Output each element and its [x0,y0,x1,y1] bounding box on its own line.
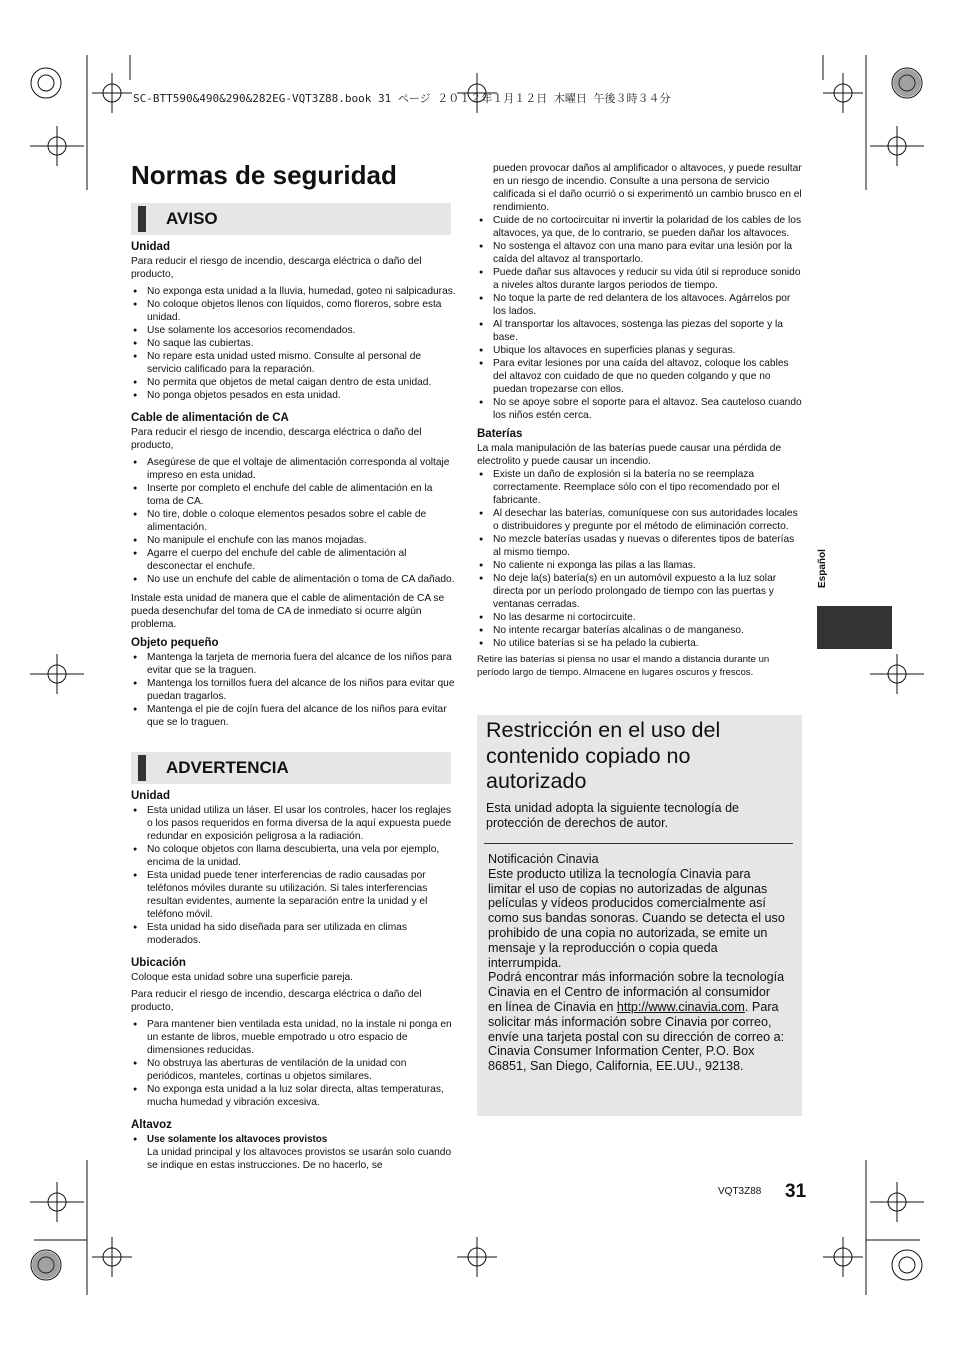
cinavia-paragraph-2 [488,970,785,1074]
list-item: ● Ubique los altavoces en superficies planas y seguras. [477,344,802,357]
list-item: ● No coloque objetos llenos con líquidos, como floreros, sobre esta unidad. [131,298,456,324]
list-item: ● Esta unidad utiliza un láser. El usar los controles, hacer los reglajes o los pasos requeridos en forma diversa de la aquí expuesta puede redundar en exposición peligrosa a la radiación. [131,804,456,843]
list-item: ● Puede dañar sus altavoces y reducir su vida útil si reproduce sonido a niveles altos durante largos periodos de tiempo. [477,266,802,292]
advertencia-unidad-list [131,804,456,947]
cable-outro: Instale esta unidad de manera que el cable de alimentación de CA se pueda desenchufar del toma de CA de inmediato si ocurre algún problema. [131,593,445,630]
list-item: ● Esta unidad ha sido diseñada para ser utilizada en climas moderados. [131,921,456,947]
side-tab-block [817,606,892,649]
list-item: ● Para evitar lesiones por una caída del altavoz, coloque los cables del altavoz con cuidado de que no queden colgando y que no puedan tropezarse con ellos. [477,357,802,396]
list-item: ● Mantenga los tornillos fuera del alcance de los niños para evitar que puedan tragarlos. [131,677,456,703]
list-item: ● Al transportar los altavoces, sostenga las piezas del soporte y la base. [477,318,802,344]
aviso-unidad-list [131,285,456,402]
list-item: ● Esta unidad puede tener interferencias de radio causadas por teléfonos móviles durante su utilización. Si tales interferencias resultan evidentes, aumente la separación entre la unidad y el teléfono móvil. [131,869,456,921]
list-item: ● No las desarme ni cortocircuite. [477,611,802,624]
ubicacion-intro-1: Coloque esta unidad sobre una superficie pareja. [131,972,354,983]
altavoz-first-bold: Use solamente los altavoces provistos [147,1134,328,1145]
file-header-line: SC-BTT590&490&290&282EG-VQT3Z88.book 31 ページ ２０１２年１月１２日 木曜日 午後３時３４分 [133,92,671,105]
list-item: ● Asegúrese de que el voltaje de alimentación corresponda al voltaje impreso en esta unidad. [131,456,456,482]
right-column [477,162,802,679]
page-title: Normas de seguridad [131,160,397,190]
left-column-top [131,231,456,733]
list-item [131,1133,456,1172]
list-item: ● Cuide de no cortocircuitar ni invertir la polaridad de los cables de los altavoces, ya que, de lo contrario, se pueden dañar los altavoces. [477,214,802,240]
advertencia-unidad-heading: Unidad [131,790,170,802]
baterias-intro: La mala manipulación de las baterías puede causar una pérdida de electrolito y puede causar un incendio. [477,443,782,467]
altavoz-list [477,214,802,422]
list-item: ● No mezcle baterías usadas y nuevas o diferentes tipos de baterías al mismo tiempo. [477,533,802,559]
cinavia-title: Notificación Cinavia [488,852,599,866]
list-item: ● Existe un daño de explosión si la batería no se reemplaza correctamente. Reemplace sólo con el tipo recomendado por el fabricante. [477,468,802,507]
list-item: ● Use solamente los accesorios recomendados. [131,324,456,337]
baterias-list [477,468,802,650]
list-item: ● No exponga esta unidad a la luz solar directa, altas temperaturas, mucha humedad y vibración excesiva. [131,1083,456,1109]
list-item: ● No ponga objetos pesados en esta unidad. [131,389,456,402]
list-item: ● No toque la parte de red delantera de los altavoces. Agárrelos por los lados. [477,292,802,318]
cable-list [131,456,456,586]
list-item: ● No se apoye sobre el soporte para el altavoz. Sea cauteloso cuando los niños estén cerca. [477,396,802,422]
baterias-heading: Baterías [477,428,523,440]
left-column-bottom [131,780,456,1176]
ubicacion-heading: Ubicación [131,957,186,969]
cable-heading: Cable de alimentación de CA [131,412,289,424]
baterias-note: Retire las baterías si piensa no usar el mando a distancia durante un período largo de tiempo. Almacene en lugares oscuros y frescos. [477,654,770,678]
altavoz-continued: pueden provocar daños al amplificador o altavoces, y puede resultar en un riesgo de incendio. Consulte a una persona de servicio calificada si el daño ocurrió o si experimentó un cambio brusco en el rendimiento. [493,163,802,213]
altavoz-first-text: La unidad principal y los altavoces provistos se usarán solo cuando se indique en estas instrucciones. De no hacerlo, se [147,1147,452,1171]
list-item: ● No use un enchufe del cable de alimentación o toma de CA dañado. [131,573,456,586]
list-item: ● No saque las cubiertas. [131,337,456,350]
list-item: ● No caliente ni exponga las pilas a las llamas. [477,559,802,572]
aviso-unidad-intro: Para reducir el riesgo de incendio, descarga eléctrica o daño del producto, [131,256,422,280]
restriccion-intro: Esta unidad adopta la siguiente tecnología de protección de derechos de autor. [486,801,739,830]
list-item: ● Agarre el cuerpo del enchufe del cable de alimentación al desconectar el enchufe. [131,547,456,573]
restriccion-box [477,715,802,1116]
aviso-unidad-heading: Unidad [131,241,170,253]
list-item: ● No obstruya las aberturas de ventilación de la unidad con periódicos, manteles, cortinas u objetos similares. [131,1057,456,1083]
divider [484,843,793,844]
list-item: ● No manipule el enchufe con las manos mojadas. [131,534,456,547]
cinavia-paragraph-1: Este producto utiliza la tecnología Cinavia para limitar el uso de copias no autorizadas de algunas películas y vídeos producidos comercialmente así como sus bandas sonoras. Cuando se detecta el uso prohibido de una copia no autorizada, se emite un mensaje y la reproducción o copia queda interrumpida. [488,866,785,970]
banner-bar [138,755,146,781]
cinavia-notice [484,852,789,1074]
list-item: ● No permita que objetos de metal caigan dentro de esta unidad. [131,376,456,389]
list-item: ● No coloque objetos con llama descubierta, una vela por ejemplo, encima de la unidad. [131,843,456,869]
altavoz-first-list [131,1133,456,1172]
list-item: ● No repare esta unidad usted mismo. Consulte al personal de servicio calificado para la reparación. [131,350,456,376]
cable-intro: Para reducir el riesgo de incendio, descarga eléctrica o daño del producto, [131,427,422,451]
aviso-banner-label: AVISO [166,209,218,228]
ubicacion-intro-2: Para reducir el riesgo de incendio, descarga eléctrica o daño del producto, [131,989,422,1013]
altavoz-heading: Altavoz [131,1119,172,1131]
restriccion-title: Restricción en el uso del contenido copiado no autorizado [486,718,721,793]
advertencia-banner-label: ADVERTENCIA [166,758,289,777]
list-item: ● No deje la(s) batería(s) en un automóvil expuesto a la luz solar directa por un período prolongado de tiempo con las puertas y ventanas cerradas. [477,572,802,611]
cinavia-link[interactable]: http://www.cinavia.com [616,999,745,1014]
list-item: ● Mantenga el pie de cojín fuera del alcance de los niños para evitar que se lo traguen. [131,703,456,729]
side-language-label [815,540,845,600]
list-item: ● No intente recargar baterías alcalinas o de manganeso. [477,624,802,637]
cinavia-p2-start: Podrá encontrar más información sobre la tecnología Cinavia en el Centro de información al consumidor en línea de Cinavia en [488,970,785,1014]
ubicacion-list [131,1018,456,1109]
cinavia-p2-end: . Para solicitar más información sobre Cinavia por correo, envíe una tarjeta postal con su dirección de correo a: Cinavia Consumer Information Center, P.O. Box 86851, San Diego, California, EE.UU., 92138. [488,999,785,1074]
language-text: Español [817,549,828,588]
list-item: ● No sostenga el altavoz con una mano para evitar una lesión por la caída del altavoz al transportarlo. [477,240,802,266]
page-number: 31 [785,1181,807,1202]
objeto-list [131,651,456,729]
list-item: ● Para mantener bien ventilada esta unidad, no la instale ni ponga en un estante de libros, mueble empotrado u otro espacio de dimensiones reducidas. [131,1018,456,1057]
list-item: ● No exponga esta unidad a la lluvia, humedad, goteo ni salpicaduras. [131,285,456,298]
list-item: ● No tire, doble o coloque elementos pesados sobre el cable de alimentación. [131,508,456,534]
list-item: ● Inserte por completo el enchufe del cable de alimentación en la toma de CA. [131,482,456,508]
banner-bar [138,206,146,232]
list-item: ● Mantenga la tarjeta de memoria fuera del alcance de los niños para evitar que se la traguen. [131,651,456,677]
objeto-heading: Objeto pequeño [131,637,219,649]
list-item: ● Al desechar las baterías, comuníquese con sus autoridades locales o distribuidores y pregunte por el método de eliminación correcto. [477,507,802,533]
list-item: ● No utilice baterías si se ha pelado la cubierta. [477,637,802,650]
document-code: VQT3Z88 [718,1186,762,1197]
